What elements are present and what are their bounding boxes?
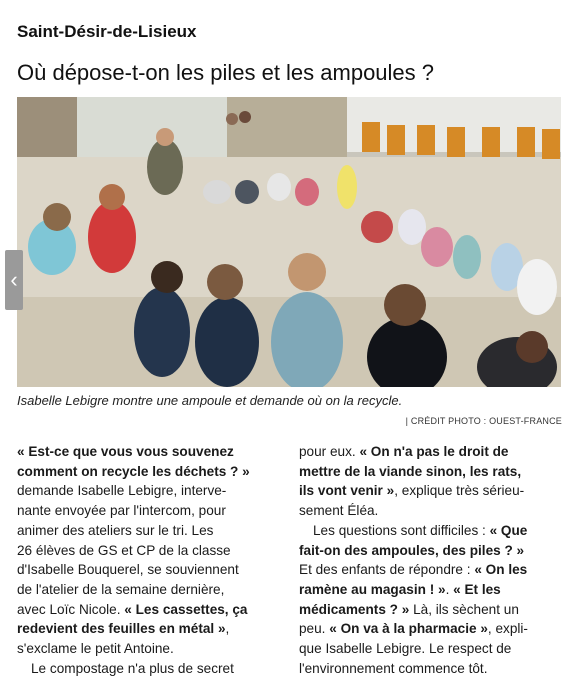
quote-text: mettre de la viande sinon, les rats, (299, 463, 522, 479)
body-text: , expli- (487, 621, 528, 637)
article-line (17, 501, 279, 521)
body-text: peu. (299, 621, 330, 637)
article-line (17, 442, 279, 462)
quote-text: fait-on des ampoules, des piles ? » (299, 542, 525, 558)
article-photo (17, 97, 561, 387)
quote-text: « Que (489, 522, 528, 538)
body-text: Le compostage n'a plus de secret (31, 660, 234, 676)
article-line (299, 481, 563, 501)
article-line (17, 639, 279, 659)
body-text: sement Éléa. (299, 503, 379, 519)
body-text: pour eux. (299, 444, 360, 459)
quote-text: redevient des feuilles en métal » (17, 621, 226, 637)
article-line (299, 521, 563, 541)
body-text: Et des enfants de répondre : (299, 562, 475, 578)
article-line (17, 462, 279, 482)
article-line (299, 619, 563, 639)
article-line (17, 541, 279, 561)
article-line (17, 600, 279, 620)
article-line (299, 541, 563, 561)
article-line (17, 659, 279, 679)
article-kicker: Saint-Désir-de-Lisieux (17, 22, 197, 41)
quote-text: médicaments ? » (299, 601, 410, 617)
body-text: avec Loïc Nicole. (17, 601, 125, 617)
quote-text: ils vont venir » (299, 483, 395, 499)
body-text: d'Isabelle Bouquerel, se souviennent (17, 562, 239, 578)
article-line (299, 580, 563, 600)
body-text: , (225, 621, 230, 637)
body-text: l'environnement commence tôt. (299, 660, 488, 676)
quote-text: « On n'a pas le droit de (359, 444, 509, 459)
article-line (17, 560, 279, 580)
body-text: animer des ateliers sur le tri. Les (17, 522, 214, 538)
article-title: Où dépose-t-on les piles et les ampoules ? (17, 60, 435, 85)
previous-photo-button[interactable] (5, 250, 23, 310)
article-line (299, 462, 563, 482)
body-text: s'exclame le petit Antoine. (17, 641, 174, 657)
article-line (299, 442, 563, 462)
article-line (17, 580, 279, 600)
article-line (299, 501, 563, 521)
body-text: 26 élèves de GS et CP de la classe (17, 542, 231, 558)
body-text: Là, ils sèchent un (409, 601, 519, 617)
article-line (17, 521, 279, 541)
quote-text: « Est-ce que vous vous souvenez (17, 444, 234, 459)
body-text: de l'atelier de la semaine dernière, (17, 581, 225, 597)
article-line (17, 481, 279, 501)
chevron-left-icon: ‹ (10, 267, 18, 292)
body-text: demande Isabelle Lebigre, interve- (17, 483, 227, 499)
body-text: . (445, 581, 454, 597)
article-column-right (299, 442, 563, 678)
quote-text: « On va à la pharmacie » (329, 621, 488, 637)
article-column-left (17, 442, 279, 678)
quote-text: ramène au magasin ! » (299, 581, 446, 597)
body-text: que Isabelle Lebigre. Le respect de (299, 641, 512, 657)
body-text: , explique très sérieu- (394, 483, 525, 499)
article-line (299, 639, 563, 659)
body-text: Les questions sont difficiles : (313, 522, 490, 538)
quote-text: « Les cassettes, ça (124, 601, 248, 617)
photo-caption: Isabelle Lebigre montre une ampoule et demande où on la recycle. (17, 393, 403, 408)
article-line (17, 619, 279, 639)
article-line (299, 600, 563, 620)
quote-text: « On les (474, 562, 528, 578)
quote-text: comment on recycle les déchets ? » (17, 463, 250, 479)
article-line (299, 560, 563, 580)
photo-credit: | CRÉDIT PHOTO : OUEST-FRANCE (405, 416, 562, 426)
article-line (299, 659, 563, 679)
body-text: nante envoyée par l'intercom, pour (17, 503, 226, 519)
quote-text: « Et les (453, 581, 501, 597)
